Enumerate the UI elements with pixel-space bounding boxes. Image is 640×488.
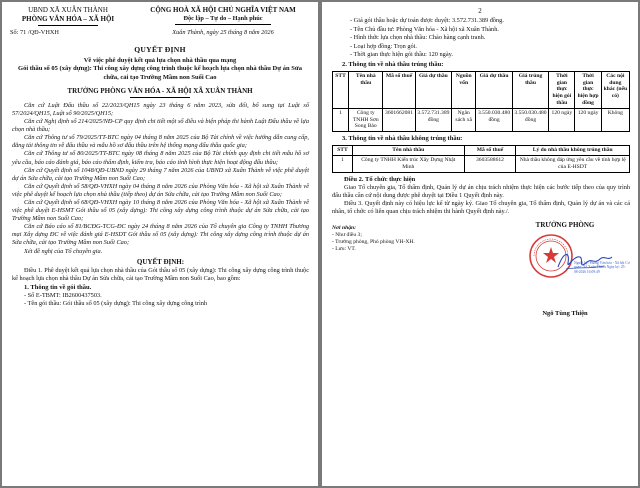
signer-box [500,221,630,321]
table-cell: 1 [333,108,349,131]
article-1: Điều 1. Phê duyệt kết quả lựa chọn nhà thầu của Gói thầu số 05 (xây dựng): Thi công xây dựng công trình thuộc kế hoạch lựa chọn nhà thầu Dự án Sửa chữa, cải tạo Trường Mầm non Suối Cao, bao gồm: [12,266,309,282]
digital-signature-note: Người ký: Phòng Văn hóa - Xã hội Cơ quan: Xã Xuân Thành Ngày ký: 25-08-2026 16:09:49 [574,260,630,274]
column-header: Giá dự thầu [476,71,512,108]
subtitle-line-1: Về việc phê duyệt kết quả lựa chọn nhà thầu qua mạng [83,57,237,64]
document-page-1 [2,2,318,486]
document-header [2,2,318,26]
column-header: Tên nhà thầu [352,146,464,156]
column-header: Các nội dung khác (nếu có) [601,71,629,108]
package-name: - Tên gói thầu: Gói thầu số 05 (xây dựng): Thi công xây dựng công trình [24,300,208,308]
agency-underline [38,25,98,26]
column-header: Thời gian thực hiện hợp đồng [575,71,601,108]
agency-parent: UBND XÃ XUÂN THÀNH [28,6,108,14]
page-number: 2 [478,7,482,15]
agency-name: PHÒNG VĂN HÓA – XÃ HỘI [21,15,115,23]
table-cell: 120 ngày [575,108,601,131]
issuing-authority: TRƯỞNG PHÒNG VĂN HÓA - XÃ HỘI XÃ XUÂN THÀNH [67,86,253,95]
winning-contractor-table [332,71,630,132]
document-number: Số: 71 /QĐ-VHXH [10,29,59,36]
column-header: Giá dự thầu [415,71,451,108]
table-cell: 3.550.030.480 đồng [512,108,548,131]
document-body-1 [2,98,318,308]
nation-name: CỘNG HOÀ XÃ HỘI CHỦ NGHĨA VIỆT NAM [150,6,296,14]
table-cell: 3601662081 [383,108,415,131]
national-motto: Độc lập – Tự do – Hạnh phúc [183,15,263,22]
signer-title: TRƯỞNG PHÒNG [535,220,595,229]
article-2-heading: Điều 2. Tổ chức thực hiện [344,175,416,183]
tender-notice-number: - Số E-TBMT: IB2600437503. [24,292,102,300]
column-header: Lý do nhà thầu không trúng thầu [516,146,630,156]
column-header: Tên nhà thầu [349,71,383,108]
subtitle-line-2: Gói thầu số 05 (xây dựng): Thi công xây dựng công trình thuộc kế hoạch lựa chọn nhà thầu Dự án Sửa chữa, cải tạo Trường Mầm non Suối Cao [18,65,302,81]
losing-contractor-table [332,145,630,172]
legal-basis: Căn cứ Quyết định số 58/QĐ-VHXH ngày 04 tháng 8 năm 2026 của Phòng Văn hóa - Xã hội xã Xuân Thành về việc phê duyệt kế hoạch lựa chọn nhà thầu (tiếp theo) dự án Sửa chữa, cải tạo Trường Mầm non Suối Cao; [12,182,309,198]
package-price: - Giá gói thầu hoặc dự toán được duyệt: 3.572.731.389 đồng. [350,17,504,24]
column-header: Thời gian thực hiện gói thầu [549,71,575,108]
legal-basis: Căn cứ Thông tư số 79/2025/TT-BTC ngày 04 tháng 8 năm 2025 của Bộ Tài chính về việc hướng dẫn cung cấp, đăng tải thông tin về đấu thầu và mẫu hồ sơ đấu thầu trên hệ thống mạng đấu thầu quốc gia; [12,134,309,150]
issuing-agency [10,6,126,26]
recipient-item: - Trưởng phòng, Phó phòng VH-XH. [332,238,415,245]
table-header-row [333,71,630,108]
column-header: Nguồn vốn [452,71,476,108]
table-cell: Công ty TNHH Sơn Song Bảo [349,108,383,131]
legal-basis: Căn cứ Thông tư số 80/2025/TT-BTC ngày 08 tháng 8 năm 2025 của Bộ Tài chính quy định chi tiết mẫu hồ sơ yêu cầu, báo cáo đánh giá, báo cáo thẩm định, kiểm tra, báo cáo tình hình thực hiện hoạt động đấu thầu; [12,150,309,166]
request-line: Xét đề nghị của Tổ chuyên gia. [24,247,103,255]
column-header: Giá trúng thầu [512,71,548,108]
motto-underline [175,24,271,25]
legal-basis: Căn cứ Luật Đấu thầu số 22/2023/QH15 ngày 23 tháng 6 năm 2023, sửa đổi, bổ sung tại Luật số 57/2024/QH15, Luật số 90/2025/QH15; [12,101,309,117]
table-cell: 3603588612 [464,156,516,173]
legal-basis: Căn cứ Báo cáo số 81/BCĐG-TCG-ĐC ngày 24 tháng 8 năm 2026 của Tổ chuyên gia Công ty TNHH Thương mại Xây dựng ĐC về việc đánh giá E-HSDT Gói thầu số 05 (xây dựng): Thi công xây dựng công trình thuộc dự án Sửa chữa, cải tạo Trường Mầm non Suối Cao; [12,223,309,247]
section-2-heading: 2. Thông tin về nhà thầu trúng thầu: [342,60,444,68]
section-3-heading: 3. Thông tin về nhà thầu không trúng thầu: [342,135,463,143]
execution-time: - Thời gian thực hiện gói thầu: 120 ngày. [350,51,453,58]
table-cell: 3.572.731.389 đồng [415,108,451,131]
signer-name: Ngô Tùng Thiện [542,309,588,317]
national-heading [134,6,312,26]
column-header: Mã số thuế [464,146,516,156]
document-body-2 [322,15,638,321]
document-subtitle [2,54,318,82]
decides-heading: QUYẾT ĐỊNH: [136,257,185,266]
column-header: STT [333,71,349,108]
table-cell: Không [601,108,629,131]
article-2-text: Giao Tổ chuyên gia, Tổ thẩm định, Quản lý dự án chịu trách nhiệm thực hiện các bước tiếp theo của quy trình đấu thầu cần cứ nội dung được phê duyệt tại Điều 1 Quyết định này. [332,184,630,200]
column-header: STT [333,146,353,156]
table-row [333,156,630,173]
recipients-list [332,221,482,321]
investor-name: - Tên Chủ đầu tư: Phòng Văn hóa - Xã hội xã Xuân Thành. [350,25,499,33]
legal-basis: Căn cứ Quyết định số 68/QĐ-VHXH ngày 10 tháng 8 năm 2026 của Phòng Văn hóa - Xã hội xã Xuân Thành về việc phê duyệt E-HSMT Gói thầu số 05 (xây dựng): Thi công xây dựng công trình thuộc dự án Sửa chữa, cải tạo Trường Mầm non Suối Cao; [12,199,309,223]
number-date-row [2,26,318,36]
table-row [333,108,630,131]
section-1-heading: 1. Thông tin về gói thầu. [24,283,92,291]
table-cell: 3.550.030.480 đồng [476,108,512,131]
table-cell: Nhà thầu không đáp ứng yêu cầu về tính hợp lệ của E-HSDT [516,156,630,173]
document-title: QUYẾT ĐỊNH [134,45,186,54]
issue-date: Xuân Thành, ngày 25 tháng 8 năm 2026 [172,29,274,36]
legal-basis: Căn cứ Quyết định số 1048/QĐ-UBND ngày 29 tháng 7 năm 2026 của UBND xã Xuân Thành về việc phê duyệt dự án Sửa chữa, cải tạo Trường Mầm non Suối Cao; [12,166,309,182]
recipient-item: - Lưu: VT. [332,246,356,253]
column-header: Mã số thuế [383,71,415,108]
article-3-text: Điều 3. Quyết định này có hiệu lực kể từ ngày ký. Giao Tổ chuyên gia, Tổ thẩm định, Quản lý dự án và các cá nhân, tổ chức có liên quan chịu trách nhiệm thi hành Quyết định này./. [332,200,630,216]
signature-block [332,221,630,321]
contract-type: - Loại hợp đồng: Trọn gói. [350,42,418,50]
table-header-row [333,146,630,156]
recipient-item: - Như điều 3; [332,231,362,238]
table-cell: Ngân sách xã [452,108,476,131]
table-cell: 1 [333,156,353,173]
selection-method: - Hình thức lựa chọn nhà thầu: Chào hàng cạnh tranh. [350,34,486,41]
table-cell: 120 ngày [549,108,575,131]
recipients-title: Nơi nhận: [332,224,356,231]
document-page-2 [322,2,638,486]
legal-basis: Căn cứ Nghị định số 214/2025/NĐ-CP quy định chi tiết một số điều và biện pháp thi hành Luật Đấu thầu về lựa chọn nhà thầu; [12,118,309,134]
table-cell: Công ty TNHH Kiến trúc Xây Dựng Nhật Minh [352,156,464,173]
